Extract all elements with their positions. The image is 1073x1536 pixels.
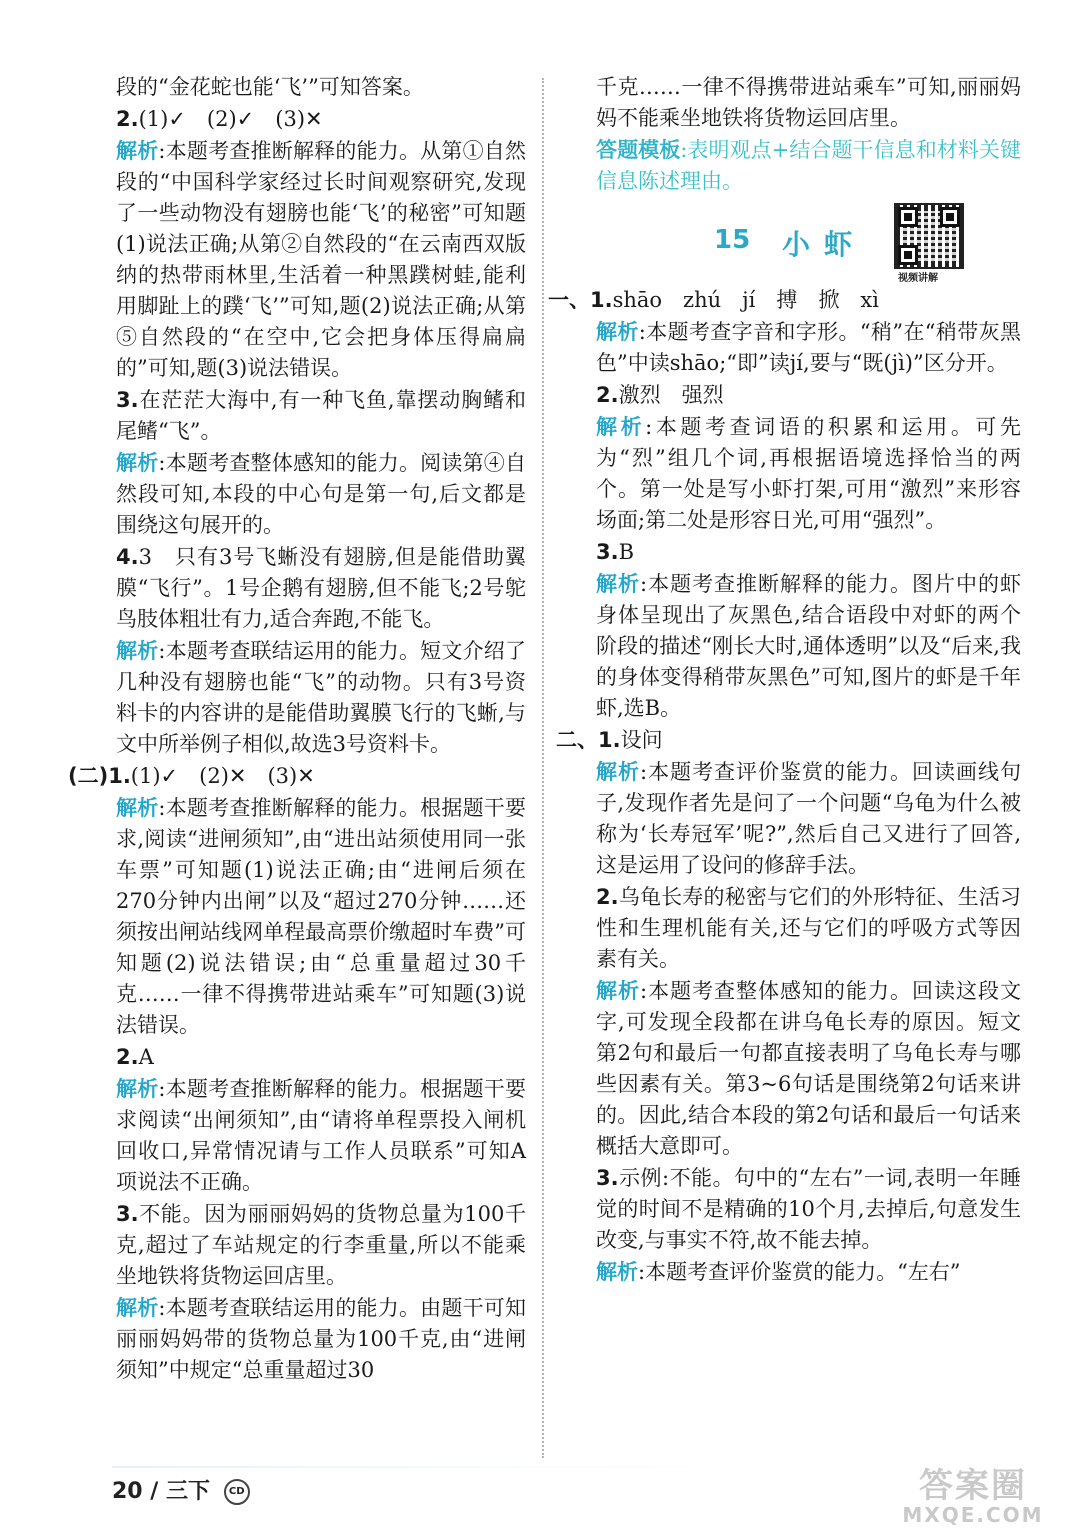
analysis-label: 解析 bbox=[116, 139, 159, 163]
analysis-label: 解析 bbox=[596, 415, 646, 439]
analysis-label: 解析 bbox=[116, 1077, 159, 1101]
body-text: 段的“金花蛇也能‘飞’”可知答案。 bbox=[116, 75, 424, 99]
question-number: 3. bbox=[116, 388, 139, 412]
left-column bbox=[68, 72, 527, 1387]
answer-text: 激烈 强烈 bbox=[618, 383, 724, 407]
analysis-label: 解析 bbox=[596, 1260, 638, 1284]
analysis-text: :本题考查联结运用的能力。短文介绍了几种没有翅膀也能“飞”的动物。只有3号资料卡的内容讲的是能借助翼膜飞行的飞蜥,与文中所举例子相似,故选3号资料卡。 bbox=[116, 639, 527, 756]
analysis-text: :本题考查词语的积累和运用。可先为“烈”组几个词,再根据语境选择恰当的两个。第一处是写小虾打架,可用“激烈”来形容场面;第二处是形容日光,可用“强烈”。 bbox=[596, 415, 1022, 532]
analysis-label: 解析 bbox=[116, 639, 159, 663]
analysis-label: 解析 bbox=[596, 760, 640, 784]
answer-text bbox=[116, 72, 526, 103]
answer-text: 在茫茫大海中,有一种飞鱼,靠摆动胸鳍和尾鳍“飞”。 bbox=[116, 388, 526, 443]
watermark-url: MXQE.COM bbox=[902, 1503, 1044, 1527]
analysis-text: :本题考查整体感知的能力。阅读第④自然段可知,本段的中心句是第一句,后文都是围绕这句展开的。 bbox=[116, 451, 527, 537]
question-number: 4. bbox=[116, 545, 139, 569]
qr-caption: 视频讲解 bbox=[898, 273, 938, 284]
answer-item bbox=[596, 882, 1021, 975]
question-number: 2. bbox=[596, 885, 619, 909]
question-number: 2. bbox=[596, 383, 619, 407]
answer-text: 乌龟长寿的秘密与它们的外形特征、生活习性和生理机能有关,还与它们的呼吸方式等因素有关。 bbox=[596, 885, 1021, 971]
grade-label: 三下 bbox=[166, 1479, 211, 1504]
answer-item bbox=[596, 537, 1021, 568]
answer-item bbox=[116, 542, 526, 635]
answer-item bbox=[116, 1042, 526, 1073]
body-text: 千克……一律不得携带进站乘车”可知,丽丽妈妈不能乘坐地铁将货物运回店里。 bbox=[596, 75, 1021, 130]
template-label: 答题模板 bbox=[596, 138, 681, 162]
analysis-label: 解析 bbox=[596, 572, 640, 596]
question-number: 3. bbox=[596, 1166, 619, 1190]
lesson-title: 小虾 bbox=[782, 228, 867, 261]
analysis-text: :本题考查整体感知的能力。回读这段文字,可发现全段都在讲乌龟长寿的原因。短文第2句和最后一句都直接表明了乌龟长寿与哪些因素有关。第3~6句话是围绕第2句话来讲的。因此,结合本段的第2句话和最后一句话来概括大意即可。 bbox=[596, 979, 1022, 1158]
analysis-label: 解析 bbox=[116, 796, 159, 820]
answer-analysis bbox=[596, 757, 1021, 881]
answer-item bbox=[116, 1199, 526, 1292]
analysis-label: 解析 bbox=[116, 1296, 159, 1320]
answer-analysis bbox=[116, 448, 526, 541]
analysis-label: 解析 bbox=[596, 320, 639, 344]
answer-analysis bbox=[116, 1074, 526, 1198]
answer-section2 bbox=[556, 725, 1021, 756]
analysis-text: :本题考查推断解释的能力。从第①自然段的“中国科学家经过长时间观察研究,发现了一些动物没有翅膀也能‘飞’的秘密”可知题(1)说法正确;从第②自然段的“在云南西双版纳的热带雨林里,生活着一种黑蹼树蛙,能利用脚趾上的蹼‘飞’”可知,题(2)说法正确;从第⑤自然段的“在空中,它会把身体压得扁扁的”可知,题(3)说法错误。 bbox=[116, 139, 527, 380]
answer-text: (1)✓ (2)✕ (3)✕ bbox=[130, 764, 315, 788]
section-number: (二) bbox=[68, 764, 109, 788]
section-number: 一、 bbox=[548, 288, 590, 312]
answer-text: 设问 bbox=[620, 728, 663, 752]
question-number: 1. bbox=[108, 764, 131, 788]
answer-analysis bbox=[116, 636, 526, 760]
answer-section bbox=[68, 761, 526, 792]
answer-text: shāo zhú jí 搏 掀 xì bbox=[612, 288, 879, 312]
answer-item bbox=[116, 385, 526, 447]
watermark-logo: 答案圈 bbox=[919, 1466, 1027, 1506]
answer-item bbox=[596, 380, 1021, 411]
analysis-label: 解析 bbox=[116, 451, 159, 475]
qr-code-icon[interactable] bbox=[894, 203, 964, 269]
analysis-text: :本题考查推断解释的能力。图片中的虾身体呈现出了灰黑色,结合语段中对虾的两个阶段的描述“刚长大时,通体透明”以及“后来,我的身体变得稍带灰黑色”可知,图片的虾是千年虾,选B。 bbox=[596, 572, 1022, 720]
answer-analysis bbox=[596, 412, 1021, 536]
question-number: 1. bbox=[590, 288, 613, 312]
lesson-number: 15 bbox=[714, 225, 751, 255]
question-number: 3. bbox=[116, 1202, 139, 1226]
right-top-block bbox=[596, 72, 1021, 197]
page-number: 20 bbox=[112, 1479, 143, 1504]
answer-text: 不能。因为丽丽妈妈的货物总量为100千克,超过了车站规定的行李重量,所以不能乘坐地铁将货物运回店里。 bbox=[116, 1202, 526, 1288]
answer-analysis bbox=[596, 569, 1021, 724]
answer-item bbox=[596, 1163, 1021, 1256]
analysis-text: :本题考查评价鉴赏的能力。回读画线句子,发现作者先是问了一个问题“乌龟为什么被称为‘长寿冠军’呢?”,然后自己又进行了回答,这是运用了设问的修辞手法。 bbox=[596, 760, 1022, 877]
column-divider bbox=[542, 78, 544, 1458]
analysis-label: 解析 bbox=[596, 979, 640, 1003]
footer-separator: / bbox=[150, 1479, 159, 1504]
right-column bbox=[548, 72, 1022, 1289]
answer-analysis bbox=[596, 976, 1021, 1162]
analysis-text: :本题考查联结运用的能力。由题干可知丽丽妈妈带的货物总量为100千克,由“进闸须知”中规定“总重量超过30 bbox=[116, 1296, 527, 1382]
answer-text: 3 只有3号飞蜥没有翅膀,但是能借助翼膜“飞行”。1号企鹅有翅膀,但不能飞;2号鸵鸟肢体粗壮有力,适合奔跑,不能飞。 bbox=[116, 545, 526, 631]
answer-text: B bbox=[618, 540, 635, 564]
answer-text bbox=[596, 72, 1021, 134]
answer-analysis bbox=[596, 317, 1021, 379]
answer-text: A bbox=[138, 1045, 154, 1069]
template-text: :表明观点+结合题干信息和材料关键信息陈述理由。 bbox=[596, 138, 1021, 193]
answer-analysis bbox=[596, 1257, 1021, 1288]
analysis-text: :本题考查推断解释的能力。根据题干要求,阅读“进闸须知”,由“进出站须使用同一张车票”可知题(1)说法正确;由“进闸后须在270分钟内出闸”以及“超过270分钟……还须按出闸站线网单程最高票价缴超时车费”可知题(2)说法错误;由“总重量超过30千克……一律不得携带进站乘车”可知题(3)说法错误。 bbox=[116, 796, 527, 1037]
question-number: 1. bbox=[598, 728, 621, 752]
answer-template bbox=[596, 135, 1021, 197]
footer-rule bbox=[112, 1466, 712, 1468]
answer-analysis bbox=[116, 1293, 526, 1386]
answer-text: 示例:不能。句中的“左右”一词,表明一年睡觉的时间不是精确的10个月,去掉后,句意发生改变,与事实不符,故不能去掉。 bbox=[596, 1166, 1021, 1252]
question-number: 2. bbox=[116, 107, 139, 131]
analysis-text: :本题考查评价鉴赏的能力。“左右” bbox=[638, 1260, 961, 1284]
answer-section bbox=[548, 285, 1021, 316]
analysis-text: :本题考查字音和字形。“稍”在“稍带灰黑色”中读shāo;“即”读jí,要与“既(jì)”区分开。 bbox=[596, 320, 1022, 375]
answer-analysis bbox=[116, 136, 526, 384]
section-number: 二、 bbox=[556, 728, 598, 752]
answer-text: (1)✓ (2)✓ (3)✕ bbox=[138, 107, 323, 131]
question-number: 2. bbox=[116, 1045, 139, 1069]
answer-analysis bbox=[116, 793, 526, 1041]
edition-badge-icon: CD bbox=[224, 1479, 250, 1505]
watermark bbox=[888, 1458, 1058, 1530]
analysis-text: :本题考查推断解释的能力。根据题干要求阅读“出闸须知”,由“请将单程票投入闸机回收口,异常情况请与工作人员联系”可知A项说法不正确。 bbox=[116, 1077, 527, 1194]
answer-item bbox=[116, 104, 526, 135]
right-bottom-block bbox=[548, 285, 1022, 1288]
question-number: 3. bbox=[596, 540, 619, 564]
lesson-title-row bbox=[596, 203, 1021, 283]
page-footer bbox=[112, 1474, 250, 1505]
